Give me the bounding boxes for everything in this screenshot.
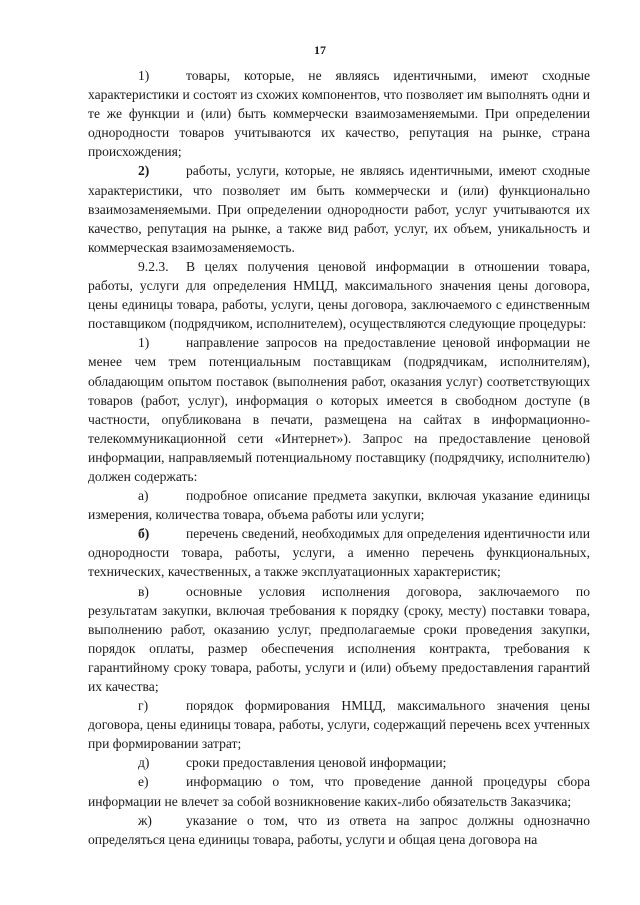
paragraph-marker: 9.2.3.	[138, 258, 169, 274]
paragraph	[88, 486, 590, 524]
paragraph-text: направление запросов на предоставление ценовой информации не менее чем трем потенциальным поставщикам (подрядчикам, исполнителям), обладающим опытом поставок (выполнения работ, оказания услуг) соответствующих товаров (работ, услуг), информация о которых имеется в свободном доступе (в частности, опубликована в печати, размещена на сайтах в информационно-телекоммуникационной сети «Интернет»). Запрос на предоставление ценовой информации, направляемый потенциальному поставщику (подрядчику, исполнителю) должен содержать:	[88, 335, 590, 484]
paragraph-marker: 2)	[138, 163, 150, 179]
paragraph-marker: д)	[138, 755, 150, 771]
paragraph	[88, 753, 590, 772]
paragraph-marker: ж)	[138, 812, 152, 828]
paragraph-text: работы, услуги, которые, не являясь идентичными, имеют сходные характеристики, что позволяет им быть коммерчески и (или) функционально взаимозаменяемыми. При определении однородности работ, услуг учитываются их качество, репутация на рынке, а также вид работ, услуг, их объем, уникальность и коммерческая взаимозаменяемость.	[88, 163, 590, 255]
paragraph-marker: б)	[138, 526, 150, 542]
paragraph	[88, 582, 590, 697]
paragraph	[88, 696, 590, 753]
paragraph-text: порядок формирования НМЦД, максимального значения цены договора, цены единицы товара, работы, услуги, содержащий перечень всех учтенных при формировании затрат;	[88, 698, 590, 752]
page-number: 17	[314, 43, 326, 57]
paragraph	[88, 161, 590, 256]
paragraph-marker: 1)	[138, 68, 150, 83]
paragraph-text: информацию о том, что проведение данной процедуры сбора информации не влечет за собой возникновение каких-либо обязательств Заказчика;	[88, 774, 590, 809]
paragraph-text: основные условия исполнения договора, заключаемого по результатам закупки, включая требования к порядку (сроку, месту) поставки товара, выполнению работ, оказанию услуг, предполагаемые сроки проведения закупки, порядок оплаты, размер обеспечения исполнения контракта, требования к гарантийному сроку товара, работы, услуги и (или) объему предоставления гарантий их качества;	[88, 583, 590, 694]
paragraph	[88, 66, 590, 161]
paragraph-marker: е)	[138, 774, 149, 790]
paragraph-text: перечень сведений, необходимых для определения идентичности или однородности товара, работы, услуги, а именно перечень функциональных, технических, качественных, а также эксплуатационных характеристик;	[88, 526, 590, 580]
paragraph-marker: в)	[138, 583, 149, 599]
body-text	[88, 66, 590, 849]
paragraph	[88, 772, 590, 810]
paragraph-text: сроки предоставления ценовой информации;	[186, 755, 447, 771]
paragraph-text: В целях получения ценовой информации в отношении товара, работы, услуги для определения НМЦД, максимального значения цены договора, цены единицы товара, работы, услуги, цены договора, заключаемого с единственным поставщиком (подрядчиком, исполнителем), осуществляются следующие процедуры:	[88, 258, 590, 332]
paragraph-marker: г)	[138, 698, 149, 714]
paragraph-text: подробное описание предмета закупки, включая указание единицы измерения, количества товара, объема работы или услуги;	[88, 488, 590, 523]
paragraph	[88, 524, 590, 581]
paragraph-marker: а)	[138, 488, 149, 504]
paragraph-text: товары, которые, не являясь идентичными, имеют сходные характеристики и состоят из схожих компонентов, что позволяет им выполнять одни и те же функции и (или) быть коммерчески взаимозаменяемыми. При определении однородности товаров учитываются их качество, репутация на рынке, страна происхождения;	[88, 68, 590, 160]
paragraph	[88, 333, 590, 486]
paragraph-text: указание о том, что из ответа на запрос должны однозначно определяться цена единицы товара, работы, услуги и общая цена договора на	[88, 812, 590, 847]
paragraph	[88, 811, 590, 849]
paragraph-marker: 1)	[138, 335, 150, 351]
paragraph	[88, 257, 590, 333]
